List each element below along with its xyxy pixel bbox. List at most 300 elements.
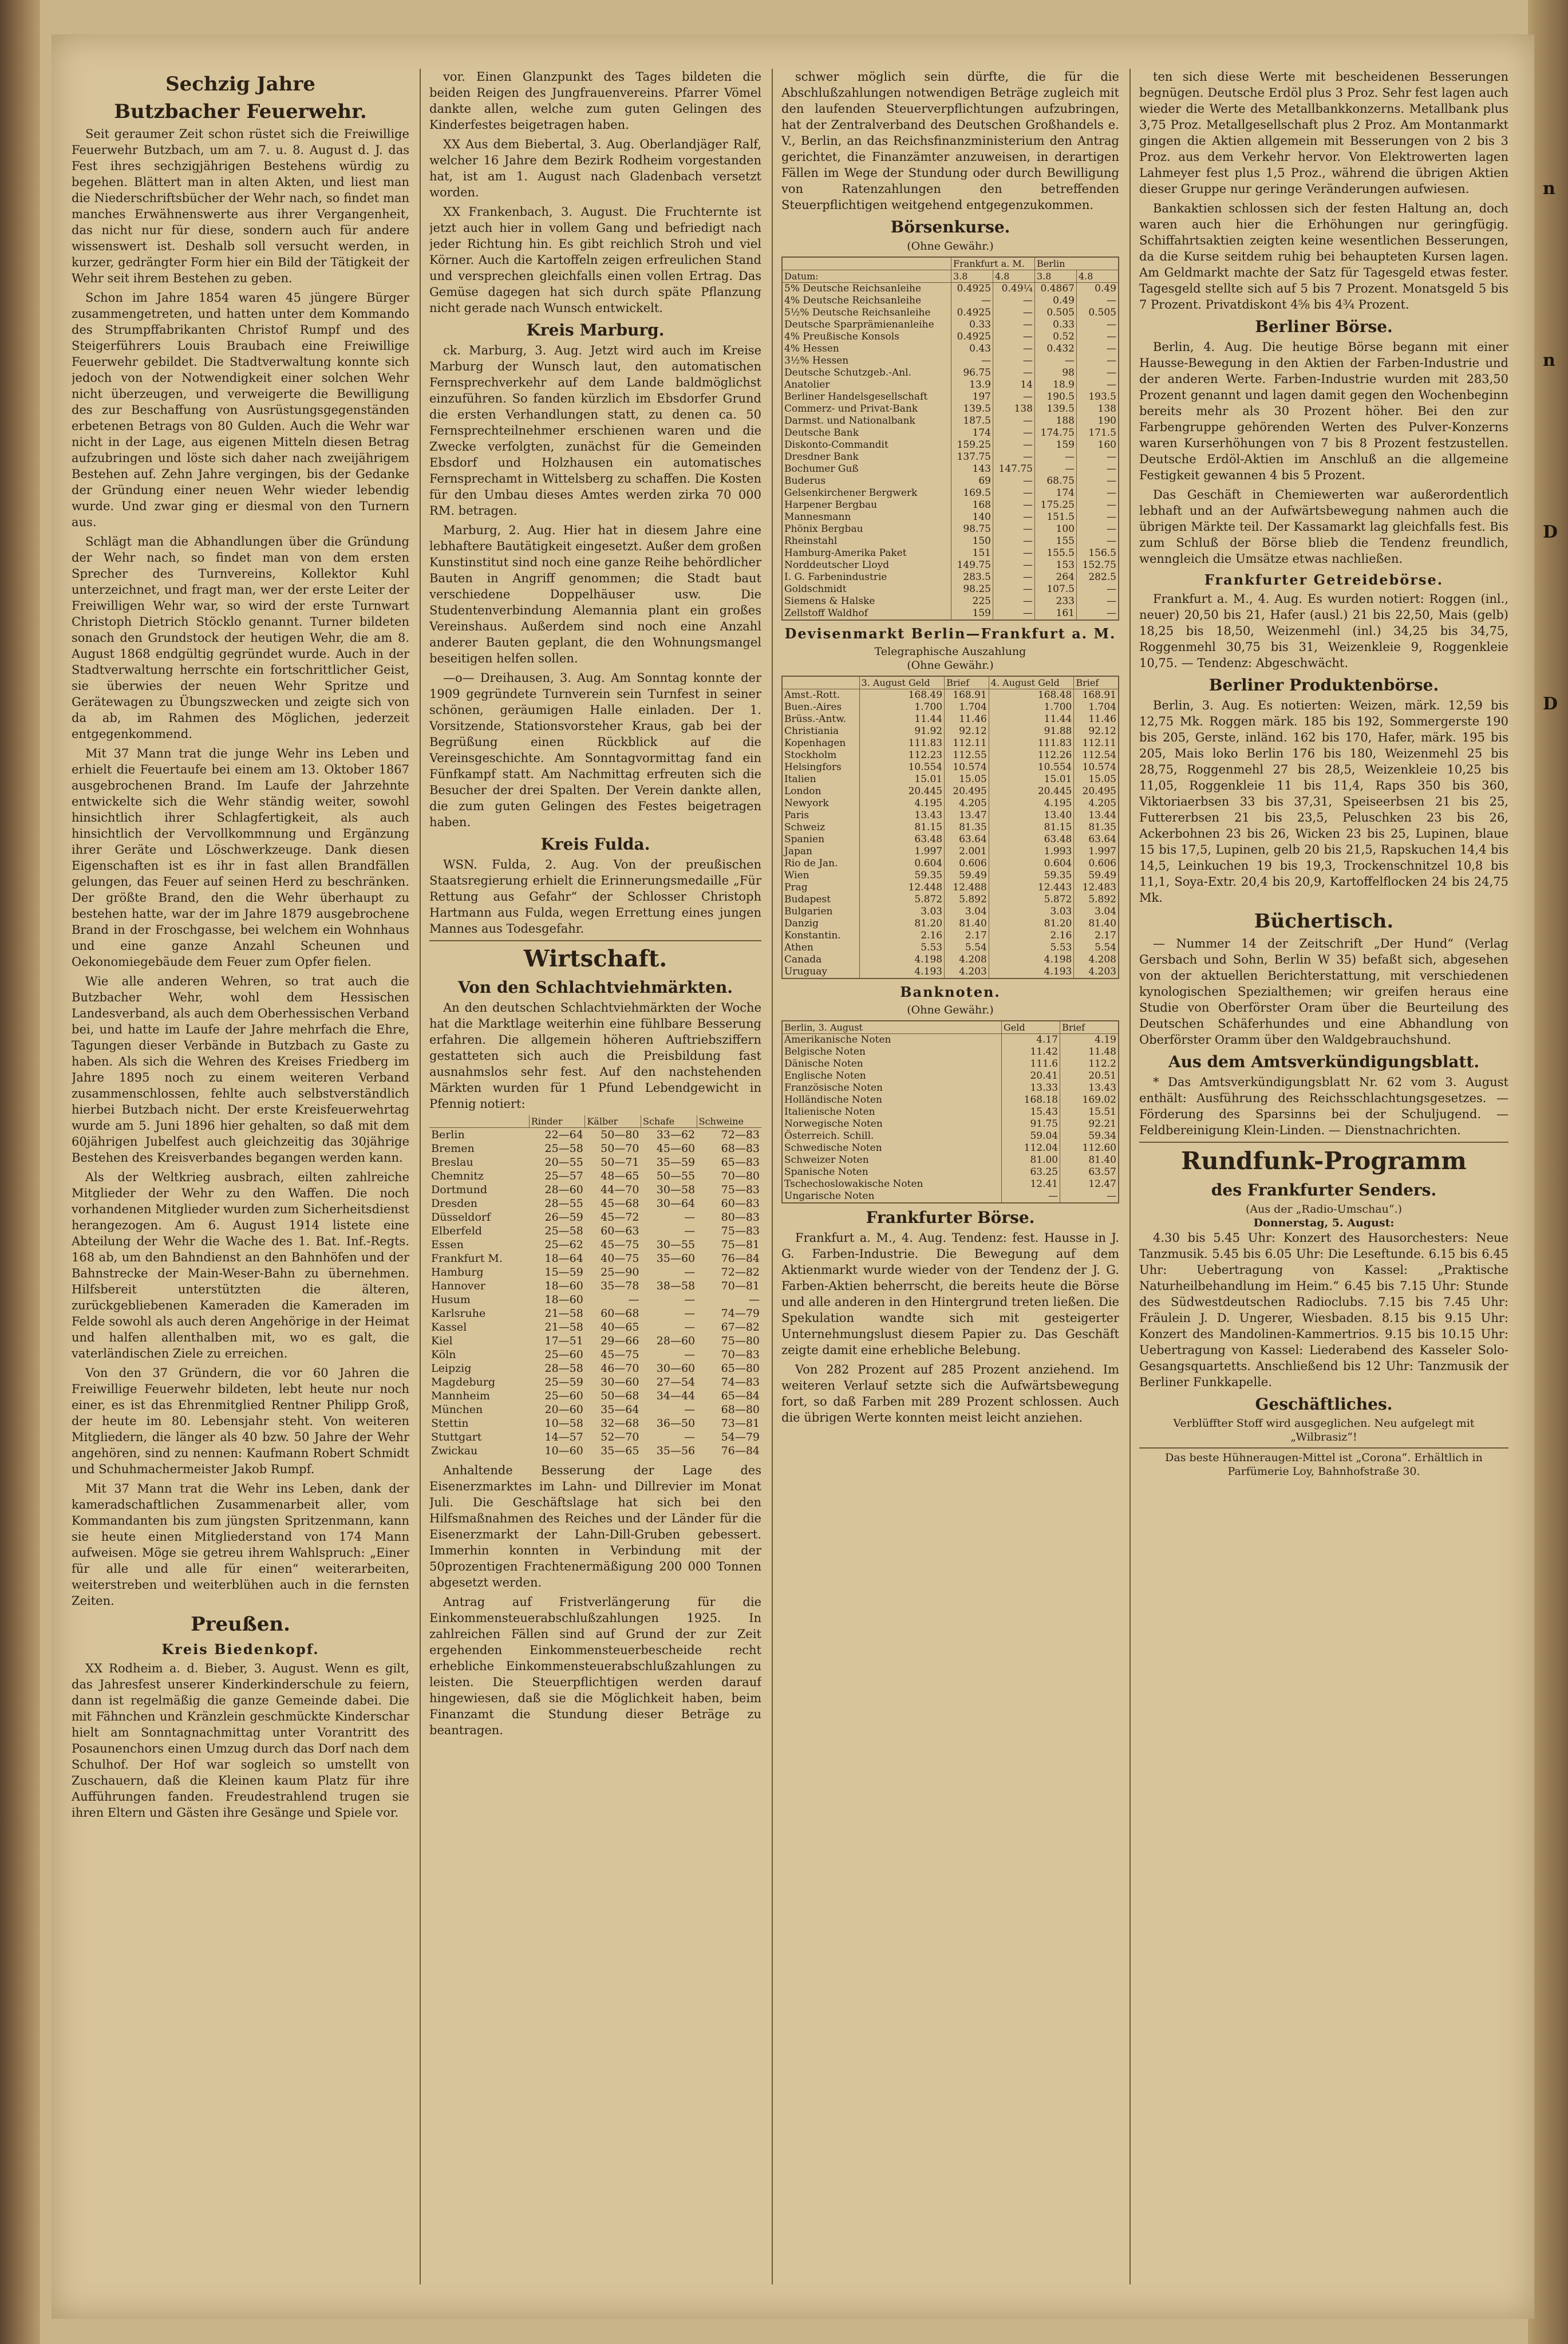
table-cell: 28—55 — [544, 1197, 583, 1210]
table-cell: Mannesmann — [784, 511, 851, 523]
table-cell: — — [993, 523, 1035, 535]
paragraph: Mit 37 Mann trat die junge Wehr ins Leben und erhielt die Feuertaufe bei einem am 13. Oktober 1867 ausgebrochenen Brand. Im Laufe der Jahrzehnte entwickelte sich die Wehr ständig weiter, sowohl hinsichtlich ihrer Schlagfertigkeit, als auch hinsichtlich der Vervollkommnung und Ergänzung ihrer Geräte und Löschwerkzeuge. Dank diesen Eigenschaften ist es ihr in fast allen Brandfällen gelungen, das Feuer auf seinen Herd zu beschränken. Der größte Brand, den die Wehr überhaupt zu bestehen hatte, war der im Jahre 1879 ausgebrochene Brand in der Froschgasse, bei welchem ein Wohnhaus und eine ganze Anzahl Scheunen und Oekonomiegebäude dem Feuer zum Opfer fielen. — [72, 747, 409, 969]
table-cell: Spanien — [784, 834, 825, 845]
paragraph: Wie alle anderen Wehren, so trat auch die Butzbacher Wehr, wohl dem Hessischen Landesverband, als auch dem Oberhessischen Verband bei, und hatte im Laufe der Jahre mehrfach die Ehre, Tagungen dieser Verbände in Butzbach zu Gaste zu haben. Als sich die Wehren des Kreises Friedberg im Jahre 1895 noch zu einem weiteren Verband zusammenschlossen, fehlte auch selbstverständlich hierbei Butzbach nicht. Der erste Kreisfeuerwehrtag wurde am 5. Juni 1896 hier gehalten, so daß mit dem 60jährigen Jubelfest auch gleichzeitig das 30jährige Bestehen des Kreisverbandes begangen werden kann. — [72, 974, 409, 1165]
table-cell: 60—68 — [601, 1307, 639, 1320]
table-cell: 28—60 — [544, 1183, 583, 1196]
section-headline: Devisenmarkt Berlin—Frankfurt a. M. — [784, 625, 1116, 642]
table-row — [429, 1334, 761, 1348]
table-cell: — — [1060, 1190, 1118, 1202]
table-row — [429, 1416, 761, 1430]
table-cell: 4.195 — [859, 798, 945, 810]
section-headline: Büchertisch. — [1254, 910, 1394, 933]
table-cell: 81.15 — [989, 822, 1074, 834]
table-cell: Österreich. Schill. — [784, 1130, 874, 1142]
table-cell: 52—70 — [601, 1431, 639, 1443]
next-page-letters: n n D D — [1543, 179, 1558, 714]
table-cell: 4% Preußische Konsols — [784, 331, 899, 342]
table-cell: 0.49¼ — [993, 283, 1035, 295]
table-cell: 282.5 — [1077, 571, 1119, 583]
table-cell: 35—78 — [601, 1280, 639, 1292]
table-cell: 13.47 — [945, 810, 989, 822]
table-cell: 13.33 — [1002, 1082, 1060, 1094]
table-cell: — — [1077, 355, 1119, 367]
table-cell: 17—51 — [544, 1335, 583, 1347]
table-cell: 2.17 — [1074, 930, 1118, 942]
section-headline: Kreis Marburg. — [526, 321, 665, 340]
column-header — [783, 258, 951, 270]
table-cell: — — [993, 439, 1035, 451]
table-row — [783, 1178, 1118, 1190]
table-row — [429, 1389, 761, 1403]
table-cell: 4% Hessen — [784, 343, 839, 354]
fx-table-box — [781, 676, 1119, 979]
table-cell: 59.35 — [989, 870, 1074, 882]
program-date: Donnerstag, 5. August: — [1253, 1217, 1395, 1229]
table-cell: 0.4925 — [951, 307, 993, 319]
table-cell: 81.35 — [945, 822, 989, 834]
table-cell: — — [1077, 451, 1119, 463]
table-cell: 25—59 — [544, 1376, 583, 1388]
table-cell: 4.19 — [1060, 1034, 1118, 1047]
table-cell: — — [684, 1266, 696, 1278]
table-cell: Husum — [431, 1293, 471, 1306]
table-cell: 69 — [951, 475, 993, 487]
table-cell: 35—59 — [656, 1156, 696, 1169]
column-header — [429, 1115, 529, 1128]
table-cell: 0.606 — [945, 858, 989, 870]
table-row — [783, 882, 1118, 894]
table-cell: — — [993, 559, 1035, 571]
table-cell: 5% Deutsche Reichsanleihe — [784, 283, 922, 294]
table-cell: 14—57 — [544, 1431, 583, 1443]
table-cell: Französische Noten — [784, 1082, 883, 1094]
table-cell: Zellstoff Waldhof — [784, 607, 868, 619]
table-cell: 1.997 — [859, 846, 945, 858]
table-cell: 11.48 — [1060, 1046, 1118, 1058]
paragraph: Von 282 Prozent auf 285 Prozent anziehend. Im weiteren Verlauf setzte sich die Aufwärtsbewegung fort, so daß Farben mit 289 Prozent schlossen. Auch die übrigen Werte konnten meist leicht anziehen. — [781, 1363, 1119, 1424]
table-row — [429, 1224, 761, 1238]
table-cell: 21—58 — [544, 1307, 583, 1320]
table-row — [783, 343, 1118, 355]
table-cell: 75—80 — [721, 1335, 760, 1347]
table-cell: 4.195 — [989, 798, 1074, 810]
table-row — [783, 1082, 1118, 1094]
table-body — [783, 283, 1118, 620]
table-cell: 174.75 — [1035, 427, 1077, 439]
table-cell: 3.03 — [989, 906, 1074, 918]
table-cell: 25—57 — [544, 1170, 583, 1182]
table-cell: — — [1035, 355, 1077, 367]
table-cell: 50—71 — [601, 1156, 639, 1169]
table-cell: 5½% Deutsche Reichsanleihe — [784, 307, 931, 318]
table-cell: 11.44 — [989, 713, 1074, 725]
table-cell: 81.00 — [1002, 1154, 1060, 1166]
table-cell: 5.53 — [989, 942, 1074, 954]
table-cell: Christiania — [784, 725, 839, 737]
table-cell: Helsingfors — [784, 761, 842, 773]
table-row — [429, 1430, 761, 1444]
column-4 — [1139, 69, 1508, 2290]
table-cell: — — [1077, 595, 1119, 607]
table-cell: — — [993, 367, 1035, 379]
table-cell: 10.574 — [1074, 761, 1118, 774]
table-cell: 81.40 — [1060, 1154, 1118, 1166]
table-cell: Frankfurt M. — [431, 1252, 503, 1265]
table-cell: 0.33 — [951, 319, 993, 331]
table-cell: 12.47 — [1060, 1178, 1118, 1190]
table-cell: 50—55 — [656, 1170, 696, 1182]
table-cell: — — [684, 1321, 696, 1333]
table-row — [783, 834, 1118, 846]
table-cell: 4.203 — [1074, 966, 1118, 978]
table-cell: 188 — [1035, 415, 1077, 427]
table-cell: 15.01 — [859, 774, 945, 786]
table-cell: 1.700 — [859, 701, 945, 713]
table-row — [783, 1106, 1118, 1118]
section-headline: Frankfurter Börse. — [866, 1208, 1035, 1227]
section-headline: Frankfurter Getreidebörse. — [1204, 571, 1444, 588]
table-cell: 4.193 — [989, 966, 1074, 978]
table-cell: 26—59 — [544, 1211, 583, 1224]
table-cell: Hamburg — [431, 1266, 484, 1278]
table-cell: 233 — [1035, 595, 1077, 607]
table-cell: Kopenhagen — [784, 737, 846, 749]
table-cell: Norddeutscher Lloyd — [784, 559, 890, 571]
table-cell: 35—64 — [601, 1403, 639, 1416]
section-headline: Aus dem Amtsverkündigungsblatt. — [1168, 1052, 1480, 1071]
table-row — [429, 1444, 761, 1458]
table-cell: 5.872 — [859, 894, 945, 906]
table-cell: 30—60 — [601, 1376, 639, 1388]
table-cell: — — [993, 571, 1035, 583]
table-cell: 15—59 — [544, 1266, 583, 1278]
paragraph: ten sich diese Werte mit bescheidenen Besserungen begnügen. Deutsche Erdöl plus 3 Proz. Sehr fest lagen auch wieder die Werte des Metallbankkonzerns. Metallbank plus 3,75 Proz. Metallgesellschaft plus 2 Proz. Am Montanmarkt gingen die Aktien allgemein mit Besserungen von 2 bis 3 Proz. aus dem Verkehr hervor. Von Elektrowerten lagen Lahmeyer fest plus 1,5 Proz., während die übrigen Aktien dieser Gruppe nur geringe Veränderungen aufwiesen. — [1139, 70, 1508, 196]
table-cell: 2.16 — [989, 930, 1074, 942]
table-row — [783, 761, 1118, 774]
table-cell: Kiel — [431, 1335, 453, 1347]
table-cell: — — [993, 607, 1035, 619]
table-cell: Anatolier — [784, 379, 830, 390]
column-header — [783, 677, 859, 689]
table-cell: 18—64 — [544, 1252, 583, 1265]
table-row — [783, 295, 1118, 307]
table-row — [783, 355, 1118, 367]
table-cell: 174 — [1035, 487, 1077, 499]
table-row — [429, 1238, 761, 1252]
table-row — [783, 319, 1118, 331]
paragraph: XX Aus dem Biebertal, 3. Aug. Oberlandjäger Ralf, welcher 16 Jahre dem Bezirk Rodheim vorgestanden hat, ist am 1. August nach Gladenbach versetzt worden. — [429, 137, 761, 199]
table-cell: 1.997 — [1074, 846, 1118, 858]
table-cell: 12.443 — [989, 882, 1074, 894]
table-cell: 20.495 — [945, 786, 989, 798]
table-cell: 112.11 — [1074, 737, 1118, 749]
table-cell: 25—58 — [544, 1225, 583, 1237]
table-cell: 59.35 — [859, 870, 945, 882]
table-cell: 34—44 — [656, 1390, 696, 1402]
section-headline: Geschäftliches. — [1255, 1395, 1393, 1414]
table-cell: Bremen — [431, 1142, 475, 1155]
column-header: 4. August Geld — [989, 677, 1074, 689]
table-cell: I. G. Farbenindustrie — [784, 571, 887, 583]
paragraph: Schon im Jahre 1854 waren 45 jüngere Bürger zusammengetreten, und hatten unter dem Kommando des Strumpffabrikanten Christof Rumpf und des Steigerführers Louis Braubach eine Freiwillige Feuerwehr gebildet. Die Stadtverwaltung konnte sich jedoch von der Notwendigkeit einer solchen Wehr nicht überzeugen, und verweigerte die Bewilligung des zur Beschaffung von Ausrüstungsgegenständen erbetenen Betrags von 80 Gulden. Auch die Wehr war nicht in der Lage, aus eigenen Mitteln diesen Betrag aufzubringen und löste sich daher nach zweijährigem Bestehen auf. Zehn Jahre vergingen, bis der Gedanke der Gründung einer neuen Wehr wieder lebendig wurde. Und zwar ging er diesmal von den Turnern aus. — [72, 291, 409, 529]
table-row — [783, 1190, 1118, 1202]
paragraph: Frankfurt a. M., 4. Aug. Tendenz: fest. Hausse in J. G. Farben-Industrie. Die Bewegung auf dem Aktienmarkt wurde wieder von der Tendenz der J. G. Farben-Aktien beherrscht, die bereits heute die Börse und alle anderen in den Hintergrund treten ließen. Die Spekulation wandte sich mit gesteigerter Unternehmungslust diesem Papier zu. Das Geschäft zeigte damit eine erhebliche Belebung. — [781, 1231, 1119, 1357]
table-cell: 81.15 — [859, 822, 945, 834]
table-cell: 30—64 — [656, 1197, 696, 1210]
table-cell: 190.5 — [1035, 391, 1077, 403]
table-row — [783, 966, 1118, 978]
table-cell: 4% Deutsche Reichsanleihe — [784, 295, 922, 306]
section-headline: Preußen. — [191, 1613, 290, 1636]
table-cell: 147.75 — [993, 463, 1035, 475]
table-cell: Amst.-Rott. — [784, 689, 840, 701]
table-cell: 50—68 — [601, 1390, 639, 1402]
table-cell: 137.75 — [951, 451, 993, 463]
table-row — [783, 810, 1118, 822]
column-rule — [1129, 69, 1131, 2284]
table-cell: 63.48 — [989, 834, 1074, 846]
paragraph: Mit 37 Mann trat die Wehr ins Leben, dank der kameradschaftlichen Zusammenarbeit aller, vom Kommandanten bis zum jüngsten Spritzenmann, kann sie heute einen Mitgliederstand von 174 Mann aufweisen. Möge sie getreu ihrem Wahlspruch: „Einer für alle und alle für einen“ weiterarbeiten, weiterstreben und weiterblühen auch in die fernsten Zeiten. — [72, 1482, 409, 1608]
table-cell: 0.604 — [859, 858, 945, 870]
table-cell: 0.4925 — [951, 331, 993, 343]
table-cell: 46—70 — [601, 1362, 639, 1375]
table-row — [783, 583, 1118, 595]
column-header: Schafe — [641, 1115, 697, 1128]
table-cell: 20.495 — [1074, 786, 1118, 798]
table-cell: 10.554 — [859, 761, 945, 774]
table-cell: 80—83 — [721, 1211, 760, 1224]
table-cell: 12.448 — [859, 882, 945, 894]
column-header: Brief — [1074, 677, 1118, 689]
table-cell: 2.001 — [945, 846, 989, 858]
table-cell: 264 — [1035, 571, 1077, 583]
table-cell: 45—68 — [601, 1197, 639, 1210]
paragraph: Frankfurt a. M., 4. Aug. Es wurden notiert: Roggen (inl., neuer) 20,50 bis 21, Hafer (ausl.) 21 bis 22,50, Mais (gelb) 18,25 bis 18,50, Weizenmehl (inl.) 34,25 bis 34,75, Roggenmehl 30,75 bis 31, Weizenkleie 9, Roggenkleie 10,75. — Tendenz: Abgeschwächt. — [1139, 592, 1508, 670]
table-cell: 153 — [1035, 559, 1077, 571]
table-cell: 187.5 — [951, 415, 993, 427]
table-cell: 96.75 — [951, 367, 993, 379]
table-cell: Amerikanische Noten — [784, 1034, 891, 1045]
table-cell: 169.02 — [1060, 1094, 1118, 1106]
table-cell: 98.25 — [951, 583, 993, 595]
cattle-market-table — [429, 1115, 761, 1458]
table-row — [429, 1320, 761, 1334]
table-cell: 22—64 — [544, 1128, 583, 1141]
table-cell: 33—62 — [656, 1128, 696, 1141]
disclaimer: (Ohne Gewähr.) — [907, 659, 994, 672]
table-cell: 11.42 — [1002, 1046, 1060, 1058]
table-cell: 112.23 — [859, 749, 945, 761]
table-cell: 168.48 — [989, 689, 1074, 702]
table-cell: 112.2 — [1060, 1058, 1118, 1070]
article-headline: Sechzig Jahre — [165, 73, 315, 96]
table-cell: Brüss.-Antw. — [784, 713, 847, 725]
table-cell: — — [1077, 511, 1119, 523]
table-cell: — — [1077, 535, 1119, 547]
table-cell: 70—83 — [721, 1348, 760, 1361]
table-row — [783, 822, 1118, 834]
column-header: 4.8 — [993, 270, 1035, 283]
table-row — [783, 511, 1118, 523]
table-cell: 4.208 — [1074, 954, 1118, 966]
table-cell: Ungarische Noten — [784, 1190, 875, 1202]
table-row — [429, 1252, 761, 1265]
table-cell: 111.6 — [1002, 1058, 1060, 1070]
table-cell: 20.445 — [859, 786, 945, 798]
table-cell: Belgische Noten — [784, 1046, 866, 1057]
table-cell: 1.704 — [945, 701, 989, 713]
subheading: des Frankfurter Senders. — [1211, 1181, 1437, 1199]
table-cell: 76—84 — [721, 1252, 760, 1265]
table-cell: 59.04 — [1002, 1130, 1060, 1142]
column-header: Kälber — [585, 1115, 641, 1128]
table-cell: 92.12 — [945, 725, 989, 737]
table-cell: 70—81 — [721, 1280, 760, 1292]
table-cell: — — [1077, 499, 1119, 511]
table-cell: 0.4867 — [1035, 283, 1077, 295]
stock-table-box — [781, 257, 1119, 621]
table-cell: 12.488 — [945, 882, 989, 894]
table-cell: — — [1077, 319, 1119, 331]
table-cell: 5.54 — [1074, 942, 1118, 954]
table-row — [783, 379, 1118, 391]
table-cell: 30—60 — [656, 1362, 696, 1375]
table-cell: 152.75 — [1077, 559, 1119, 571]
table-row — [783, 283, 1118, 295]
table-cell: 150 — [951, 535, 993, 547]
table-row — [429, 1279, 761, 1293]
table-cell: — — [993, 343, 1035, 355]
table-cell: 15.51 — [1060, 1106, 1118, 1118]
table-cell: Leipzig — [431, 1362, 472, 1375]
table-cell: 63.64 — [1074, 834, 1118, 846]
table-cell: Buen.-Aires — [784, 701, 842, 713]
table-cell: — — [1077, 343, 1119, 355]
table-row — [783, 1070, 1118, 1082]
table-row — [429, 1265, 761, 1279]
column-header: Datum: — [783, 270, 951, 283]
table-row — [783, 439, 1118, 451]
table-cell: Prag — [784, 882, 808, 893]
table-cell: Rio de Jan. — [784, 858, 838, 869]
table-row — [783, 559, 1118, 571]
table-cell: 3½% Hessen — [784, 355, 849, 366]
paragraph: Von den 37 Gründern, die vor 60 Jahren die Freiwillige Feuerwehr bildeten, lebt heute nur noch einer, es ist das Ehrenmitglied Rentner Philipp Groß, der heute im 80. Lebensjahr steht. Von weiteren Mitgliedern, die länger als 40 bzw. 50 Jahre der Wehr angehören, sind zu nennen: Kaufmann Robert Schmidt und Schuhmachermeister Jakob Rumpf. — [72, 1366, 409, 1476]
table-cell: 25—60 — [544, 1390, 583, 1402]
table-cell: 4.193 — [859, 966, 945, 978]
table-cell: — — [1002, 1190, 1060, 1202]
table-cell: 20.41 — [1002, 1070, 1060, 1082]
column-header: Schweine — [697, 1115, 761, 1128]
table-cell: 18—60 — [544, 1280, 583, 1292]
table-cell: 3.04 — [945, 906, 989, 918]
table-cell: 155 — [1035, 535, 1077, 547]
section-headline: Berliner Produktenbörse. — [1208, 676, 1439, 694]
table-cell: 48—65 — [601, 1170, 639, 1182]
table-cell: Darmst. und Nationalbank — [784, 415, 915, 427]
table-cell: 2.16 — [859, 930, 945, 942]
table-cell: 139.5 — [951, 403, 993, 415]
section-headline: Berliner Börse. — [1255, 317, 1393, 336]
paragraph: —o— Dreihausen, 3. Aug. Am Sonntag konnte der 1909 gegründete Turnverein sein Turnfest in seiner schönen, geräumigen Halle einladen. Der 1. Vorsitzende, Stationsvorsteher Kraus, gab bei der Begrüßung einen Rückblick auf die Vereinsgeschichte. Am Sonntagvormittag fand ein Fünfkampf statt. Am Nachmittag erfreuten sich die Besucher der drei Spalten. Der Verein dankte allen, die zum guten Gelingen des Festes beigetragen haben. — [429, 671, 761, 829]
table-cell: 159 — [1035, 439, 1077, 451]
table-cell: 59.34 — [1060, 1130, 1118, 1142]
table-cell: — — [993, 511, 1035, 523]
table-cell: Wien — [784, 870, 809, 881]
table-cell: 11.46 — [1074, 713, 1118, 725]
table-cell: 190 — [1077, 415, 1119, 427]
subheading: Telegraphische Auszahlung — [874, 645, 1026, 658]
table-cell: 72—82 — [721, 1266, 760, 1278]
paragraph: vor. Einen Glanzpunkt des Tages bildeten die beiden Reigen des Jungfrauenvereins. Pfarrer Vömel dankte allen, welche zum guten Gelingen des Kinderfestes beigetragen haben. — [429, 70, 761, 132]
table-row — [783, 331, 1118, 343]
table-cell: Dänische Noten — [784, 1058, 863, 1070]
table-row — [429, 1403, 761, 1416]
table-cell: — — [993, 307, 1035, 319]
table-cell: 10.574 — [945, 761, 989, 774]
paragraph: Berlin, 3. Aug. Es notierten: Weizen, märk. 12,59 bis 12,75 Mk. Roggen märk. 185 bis 192, Sommergerste 190 bis 205, Gerste, inländ. 162 bis 170, Hafer, märk. 195 bis 205, Mais loko Berlin 176 bis 180, Weizenmehl 25 bis 28,75, Roggenmehl 27 bis 28,5, Weizenkleie 10,25 bis 11,05, Roggenkleie 11 bis 11,4, Raps 350 bis 360, Viktoriaerbsen 33 bis 37,31, Speiseerbsen 21 bis 25, Futtererbsen 21 bis 23,5, Peluschken 23 bis 26, Ackerbohnen 23 bis 26, Wicken 23 bis 25, Lupinen, blaue 15 bis 17,5, Lupinen, gelb 20 bis 21,5, Rapskuchen 14,4 bis 14,5, Leinkuchen 19 bis 19,3, Trockenschnitzel 10,8 bis 11,1, Soya-Extr. 20,4 bis 20,9, Kartoffelflocken 24 bis 24,75 Mk. — [1139, 699, 1508, 905]
table-cell: 68—80 — [721, 1403, 760, 1416]
table-row — [429, 1307, 761, 1320]
table-cell: 112.26 — [989, 749, 1074, 761]
table-cell: 168.18 — [1002, 1094, 1060, 1106]
table-row — [429, 1142, 761, 1155]
table-cell: 60—83 — [721, 1197, 760, 1210]
table-cell: — — [1077, 487, 1119, 499]
table-cell: — — [1077, 523, 1119, 535]
table-cell: 12.483 — [1074, 882, 1118, 894]
table-cell: 1.700 — [989, 701, 1074, 713]
table-cell: Japan — [784, 846, 812, 857]
table-cell: 81.20 — [859, 918, 945, 930]
table-row — [783, 1154, 1118, 1166]
table-cell: Berlin — [431, 1128, 465, 1141]
table-cell: 0.49 — [1035, 295, 1077, 307]
exchange-rate-table — [783, 677, 1118, 978]
table-cell: Danzig — [784, 918, 819, 929]
table-cell: 100 — [1035, 523, 1077, 535]
table-cell: — — [993, 391, 1035, 403]
table-cell: 5.872 — [989, 894, 1074, 906]
table-cell: 20.445 — [989, 786, 1074, 798]
table-cell: 13.43 — [859, 810, 945, 822]
table-row — [783, 1142, 1118, 1154]
table-cell: 75—81 — [721, 1238, 760, 1251]
table-cell: 112.55 — [945, 749, 989, 761]
table-cell: Budapest — [784, 894, 831, 905]
paragraph: — Nummer 14 der Zeitschrift „Der Hund“ (Verlag Gersbach und Sohn, Berlin W 35) befaßt sich, abgesehen von der aktuellen Berichterstattung, mit verschiedenen kynologischen Spezialthemen; wir greifen heraus eine Studie von Oberförster Oram über die Beurteilung des Deutschen Schäferhundes und eine Abhandlung von Oberförster Oramm über den Waldgebrauchshund. — [1139, 937, 1508, 1047]
table-row — [783, 1034, 1118, 1047]
table-row — [783, 403, 1118, 415]
table-row — [783, 535, 1118, 547]
table-row — [783, 499, 1118, 511]
table-cell: 65—80 — [721, 1362, 760, 1375]
table-cell: — — [749, 1293, 760, 1306]
table-cell: 81.35 — [1074, 822, 1118, 834]
table-cell: 107.5 — [1035, 583, 1077, 595]
table-cell: 112.60 — [1060, 1142, 1118, 1154]
section-headline: Banknoten. — [900, 984, 1001, 1000]
table-row — [783, 1094, 1118, 1106]
table-cell: Canada — [784, 954, 822, 965]
table-cell: 30—55 — [656, 1238, 696, 1251]
column-header: Berlin, 3. August — [783, 1021, 1002, 1034]
advertisement: Das beste Hühneraugen-Mittel ist „Corona“. Erhältlich in Parfümerie Loy, Bahnhofstraße 30. — [1139, 1447, 1508, 1478]
table-row — [429, 1183, 761, 1197]
table-cell: 67—82 — [721, 1321, 760, 1333]
table-cell: 63.25 — [1002, 1166, 1060, 1178]
